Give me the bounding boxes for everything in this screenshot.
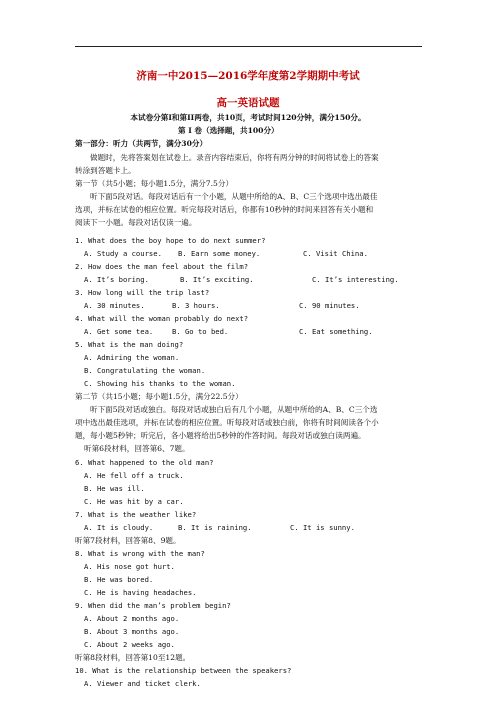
header-rule <box>75 46 422 47</box>
instructions-line: 做题时，先将答案划在试卷上。录音内容结束后，你将有两分钟的时间将试卷上的答案 <box>90 153 379 162</box>
option-3b: B. 3 hours. <box>172 301 220 310</box>
option-6a: A. He fell off a truck. <box>84 471 184 480</box>
option-4a: A. Get some tea. <box>84 327 154 336</box>
option-4c: C. Eat something. <box>299 327 373 336</box>
option-7b: B. It is raining. <box>178 523 252 532</box>
option-5c: C. Showing his thanks to the woman. <box>84 379 236 388</box>
directions-line: 阅读下一小题。每段对话仅读一遍。 <box>75 218 197 227</box>
option-1a: A. Study a course. <box>84 249 162 258</box>
option-6c: C. He was hit by a car. <box>84 497 184 506</box>
option-9c: C. About 2 weeks ago. <box>84 640 175 649</box>
option-1b: B. Earn some money. <box>178 249 261 258</box>
section1-heading: 第一节（共5小题；每小题1.5分，满分7.5分） <box>75 179 234 188</box>
option-3c: C. 90 minutes. <box>299 301 360 310</box>
question-3: 3. How long will the trip last? <box>75 288 210 297</box>
option-2b: B. It’s exciting. <box>180 275 254 284</box>
question-4: 4. What will the woman probably do next? <box>75 314 249 323</box>
school-title: 济南一中2015—2016学年度第2学期期中考试 <box>136 70 360 82</box>
paper-note: 本试卷分第I和第II两卷，共10页，考试时间120分钟，满分150分。 <box>130 113 366 122</box>
option-7a: A. It is cloudy. <box>84 523 154 532</box>
option-9a: A. About 2 months ago. <box>84 614 180 623</box>
part1-heading: 第一部分：听力（共两节，满分30分） <box>75 139 208 148</box>
option-5b: B. Congratulating the woman. <box>84 366 206 375</box>
question-7: 7. What is the weather like? <box>75 510 197 519</box>
option-2a: A. It’s boring. <box>84 275 149 284</box>
volume-heading: 第 I 卷（选择题，共100分） <box>178 126 279 135</box>
material-6-note: 听第6段材料，回答第6、7题。 <box>84 444 190 453</box>
subject-title: 高一英语试题 <box>216 97 280 109</box>
option-8c: C. He is having headaches. <box>84 588 197 597</box>
section2-heading: 第二节（共15小题；每小题1.5分，满分22.5分） <box>75 392 243 401</box>
directions-line: 项中选出最佳选项，并标在试卷的相应位置。听每段对话或独白前，你将有时间阅读各个小 <box>75 418 379 427</box>
option-10a: A. Viewer and ticket clerk. <box>84 679 201 688</box>
question-5: 5. What is the man doing? <box>75 340 184 349</box>
question-10: 10. What is the relationship between the speakers? <box>75 666 292 675</box>
option-4b: B. Go to bed. <box>172 327 229 336</box>
instructions-line: 转涂到答题卡上。 <box>75 166 136 175</box>
directions-line: 听下面5段对话或独白。每段对话或独白后有几个小题，从题中所给的A、B、C三个选 <box>90 405 378 414</box>
directions-line: 题，每小题5秒钟；听完后，各小题将给出5秒钟的作答时间。每段对话或独白读两遍。 <box>75 431 366 440</box>
question-6: 6. What happened to the old man? <box>75 458 214 467</box>
option-1c: C. Visit China. <box>303 249 368 258</box>
option-3a: A. 30 minutes. <box>84 301 145 310</box>
option-2c: C. It’s interesting. <box>312 275 399 284</box>
directions-line: 选项，并标在试卷的相应位置。听完每段对话后，你都有10秒钟的时间来回答有关小题和 <box>75 205 374 214</box>
question-9: 9. When did the man’s problem begin? <box>75 601 231 610</box>
question-1: 1. What does the boy hope to do next summer? <box>75 236 266 245</box>
material-8-note: 听第8段材料，回答第10至12题。 <box>75 653 191 662</box>
question-2: 2. How does the man feel about the film? <box>75 262 249 271</box>
option-7c: C. It is sunny. <box>290 523 355 532</box>
option-9b: B. About 3 months ago. <box>84 627 180 636</box>
option-8a: A. His nose got hurt. <box>84 562 175 571</box>
option-5a: A. Admiring the woman. <box>84 353 180 362</box>
question-8: 8. What is wrong with the man? <box>75 549 205 558</box>
option-8b: B. He was bored. <box>84 575 154 584</box>
option-6b: B. He was ill. <box>84 484 145 493</box>
directions-line: 听下面5段对话。每段对话后有一个小题，从题中所给的A、B、C三个选项中选出最佳 <box>90 192 378 201</box>
material-7-note: 听第7段材料，回答第8、9题。 <box>75 536 181 545</box>
